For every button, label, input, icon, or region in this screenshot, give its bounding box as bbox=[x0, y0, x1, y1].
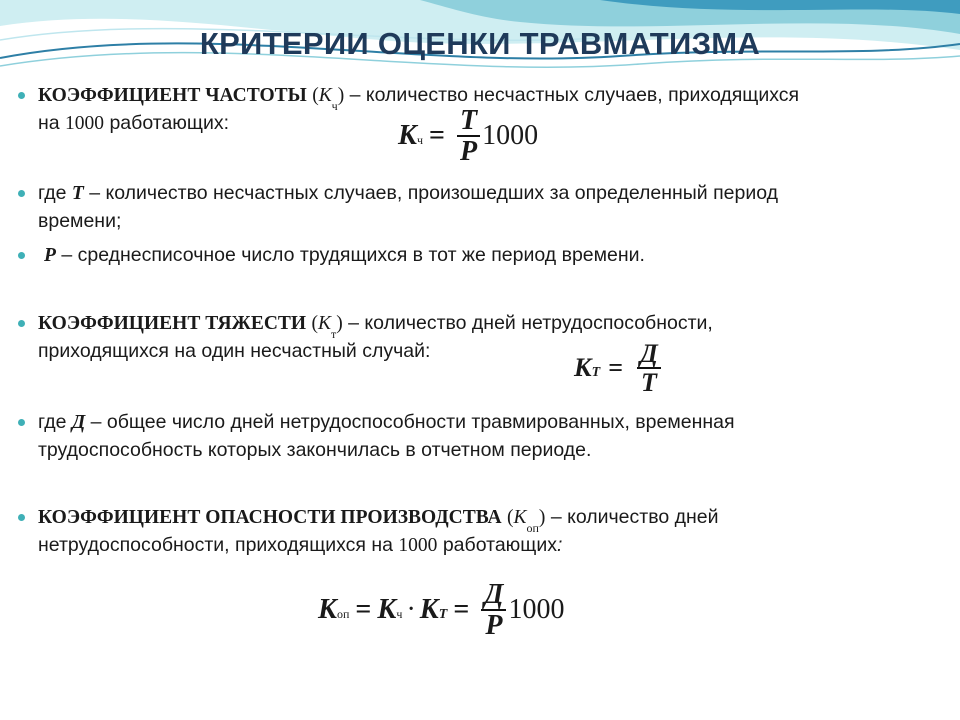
freq-p-line: Р – среднесписочное число трудящихся в тот же период времени. bbox=[44, 244, 645, 266]
freq-heading: КОЭФФИЦИЕНТ ЧАСТОТЫ bbox=[38, 85, 307, 106]
freq-desc-number: 1000 bbox=[65, 113, 105, 134]
bullet-dot bbox=[18, 92, 25, 99]
danger-line-2: нетрудоспособности, приходящихся на 1000 работающих: bbox=[38, 534, 563, 556]
sever-line-2: приходящихся на один несчастный случай: bbox=[38, 340, 431, 362]
sever-where-line-2: трудоспособность которых закончилась в отчетном периоде. bbox=[38, 439, 592, 461]
bullet-dot bbox=[18, 252, 25, 259]
formula-severity: К $_Т$ = $\frac{Д}{Т}$ bbox=[574, 340, 667, 397]
bullet-dot bbox=[18, 320, 25, 327]
freq-symbol: К bbox=[318, 85, 332, 106]
freq-symbol-sub: ч bbox=[331, 98, 338, 113]
slide-title: КРИТЕРИИ ОЦЕНКИ ТРАВМАТИЗМА bbox=[199, 26, 761, 61]
freq-desc-1: – количество несчастных случаев, приходящихся bbox=[349, 84, 800, 106]
bullet-dot bbox=[18, 514, 25, 521]
freq-where-line-2: времени; bbox=[38, 210, 122, 232]
danger-line-1: КОЭФФИЦИЕНТ ОПАСНОСТИ ПРОИЗВОДСТВА $(К_{оп})$ – количество дней bbox=[38, 506, 719, 535]
danger-heading: КОЭФФИЦИЕНТ ОПАСНОСТИ ПРОИЗВОДСТВА bbox=[38, 507, 502, 528]
fraction-t-over-p: $\frac{Т}{Р}$ bbox=[457, 106, 480, 167]
freq-line-1: КОЭФФИЦИЕНТ ЧАСТОТЫ $(К_ч)$ – количество несчастных случаев, приходящихся bbox=[38, 84, 800, 113]
bullet-dot bbox=[18, 190, 25, 197]
formula-frequency: К $_ч$ = $\frac{Т}{Р}$ 1000 bbox=[398, 105, 539, 168]
sever-line-1: КОЭФФИЦИЕНТ ТЯЖЕСТИ $(К_т)$ – количество дней нетрудоспособности, bbox=[38, 312, 713, 341]
sever-heading: КОЭФФИЦИЕНТ ТЯЖЕСТИ bbox=[38, 313, 307, 334]
fraction-d-over-t: $\frac{Д}{Т}$ bbox=[637, 340, 661, 397]
freq-where-line-1: где Т – количество несчастных случаев, произошедших за определенный период bbox=[38, 182, 779, 204]
bullet-dot bbox=[18, 419, 25, 426]
freq-line-2: на 1000 работающих: bbox=[38, 112, 230, 134]
sever-where-line-1: где Д – общее число дней нетрудоспособности травмированных, временная bbox=[38, 411, 735, 433]
fraction-d-over-p: $\frac{Д}{Р}$ bbox=[481, 580, 506, 641]
formula-danger: К $_{оп}$ = К $_ч$ · К $_Т$ = $\frac{Д}{Р}$ 1000 bbox=[318, 579, 565, 642]
